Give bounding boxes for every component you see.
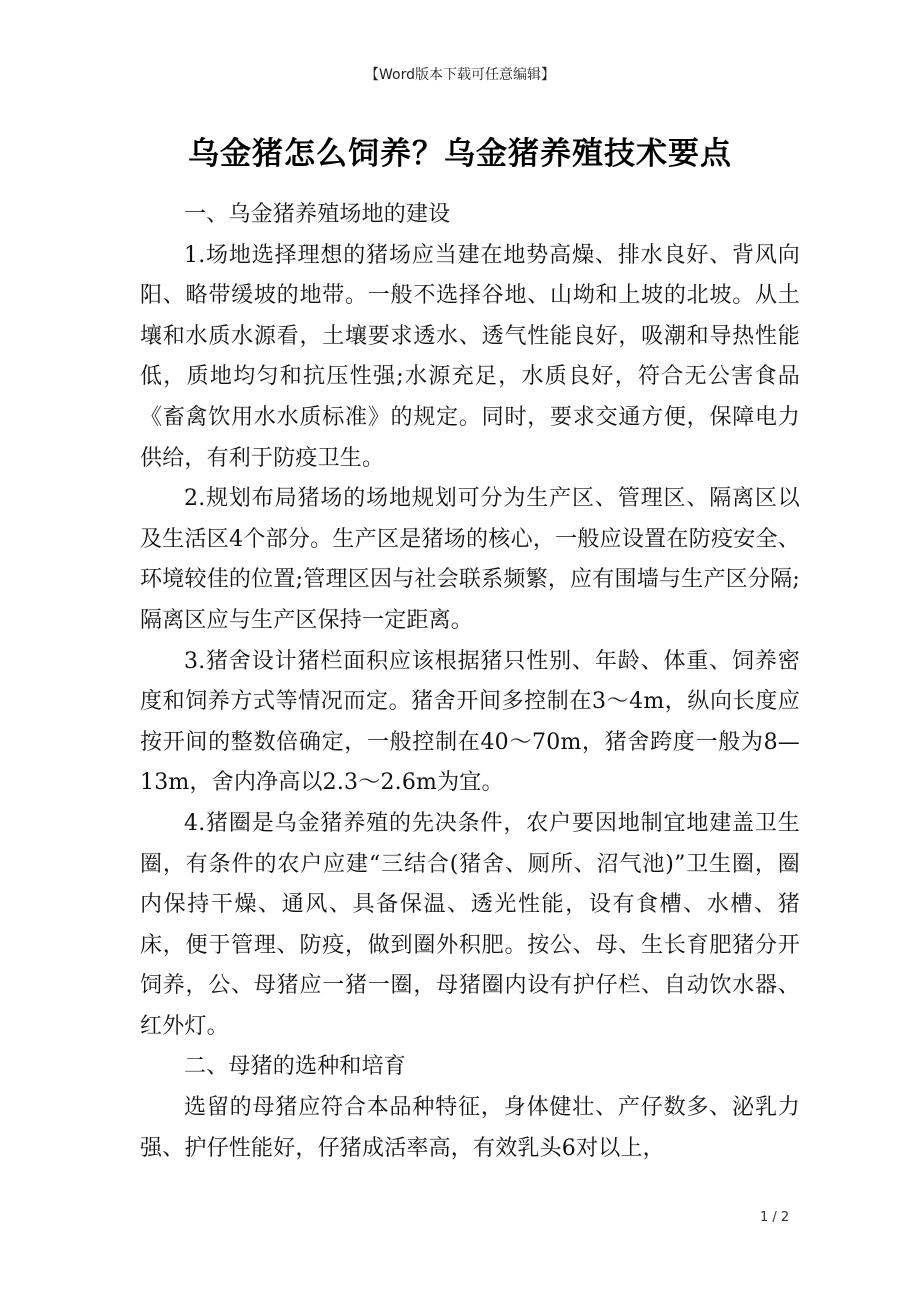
page-number: 1 / 2: [760, 1210, 790, 1225]
paragraph-sow-selection: 选留的母猪应符合本品种特征，身体健壮、产仔数多、泌乳力强、护仔性能好，仔猪成活率高，有效乳头6对以上，: [140, 1095, 800, 1161]
download-note: 【Word版本下载可任意编辑】: [365, 67, 555, 83]
document-body: [140, 195, 800, 1169]
section-heading-1: 一、乌金猪养殖场地的建设: [184, 202, 451, 227]
paragraph-layout-planning: 2.规划布局猪场的场地规划可分为生产区、管理区、隔离区以及生活区4个部分。生产区是猪场的核心，一般应设置在防疫安全、环境较佳的位置;管理区因与社会联系频繁，应有围墙与生产区分隔;隔离区应与生产区保持一定距离。: [140, 486, 800, 633]
section-heading-2: 二、母猪的选种和培育: [184, 1054, 407, 1080]
paragraph-pen-design: 3.猪舍设计猪栏面积应该根据猪只性别、年龄、体重、饲养密度和饲养方式等情况而定。猪舍开间多控制在3～4m，纵向长度应按开间的整数倍确定，一般控制在40～70m，猪舍跨度一般为8—13m，舍内净高以2.3～2.6m为宜。: [140, 648, 800, 796]
page-title: 乌金猪怎么饲养？乌金猪养殖技术要点: [188, 136, 732, 172]
paragraph-site-selection: 1.场地选择理想的猪场应当建在地势高燥、排水良好、背风向阳、略带缓坡的地带。一般不选择谷地、山坳和上坡的北坡。从土壤和水质水源看，土壤要求透水、透气性能良好，吸潮和导热性能低，质地均匀和抗压性强;水源充足，水质良好，符合无公害食品《畜禽饮用水水质标准》的规定。同时，要求交通方便，保障电力供给，有利于防疫卫生。: [140, 242, 800, 471]
paragraph-pig-pen: 4.猪圈是乌金猪养殖的先决条件，农户要因地制宜地建盖卫生圈，有条件的农户应建“三结合(猪舍、厕所、沼气池)”卫生圈，圈内保持干燥、通风、具备保温、透光性能，设有食槽、水槽、猪床，便于管理、防疫，做到圈外积肥。按公、母、生长育肥猪分开饲养，公、母猪应一猪一圈，母猪圈内设有护仔栏、自动饮水器、红外灯。: [140, 810, 800, 1039]
